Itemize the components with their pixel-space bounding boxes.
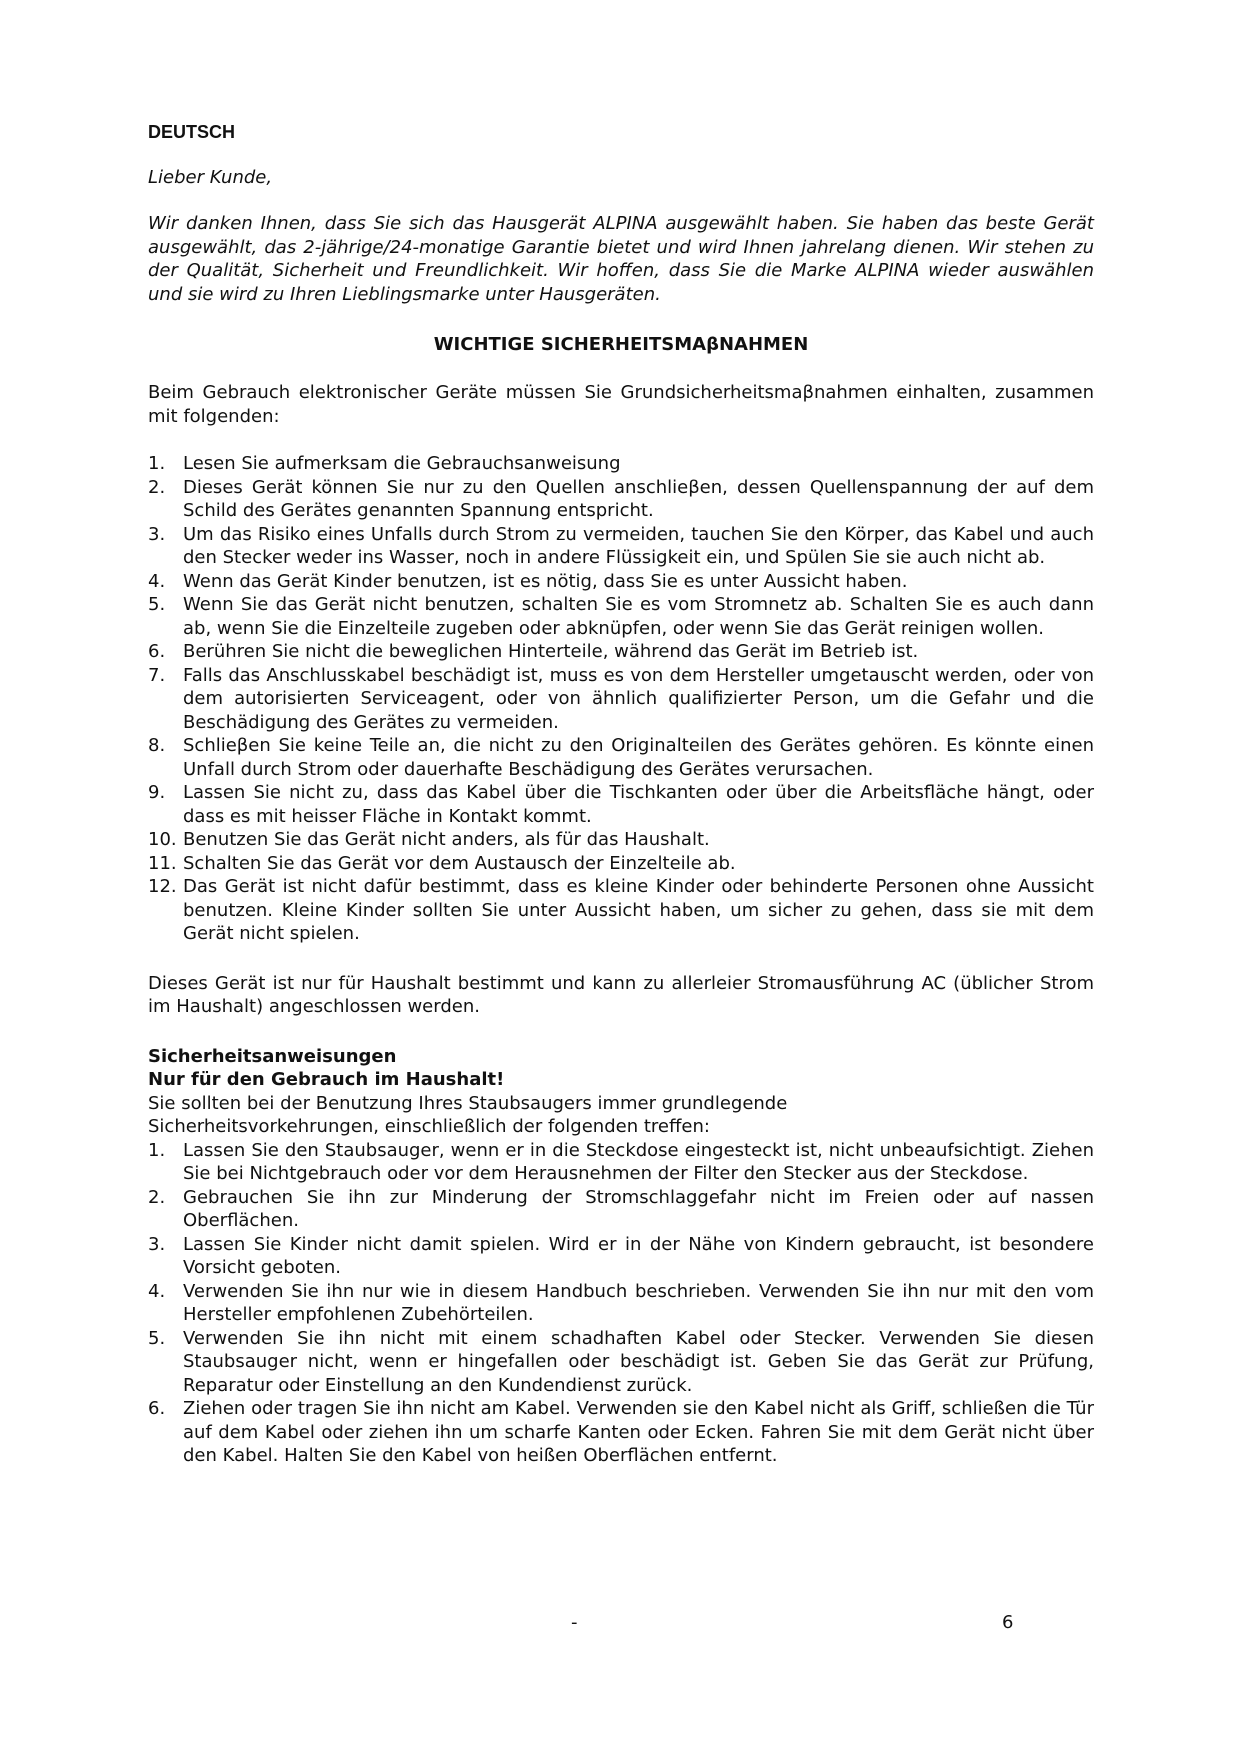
- list-item-number: 12.: [148, 876, 177, 897]
- instruction-list: [148, 1139, 1094, 1468]
- list-item-number: 2.: [148, 1186, 166, 1208]
- list-item-number: 6.: [148, 641, 166, 662]
- list-item-text: Wenn Sie das Gerät nicht benutzen, schalten Sie es vom Stromnetz ab. Schalten Sie es auch dann ab, wenn Sie die Einzelteile zugeben oder abknüpfen, oder wenn Sie das Gerät reinigen wollen.: [183, 594, 1094, 639]
- list-item: [148, 664, 1094, 735]
- list-item-number: 3.: [148, 1233, 166, 1255]
- list-item: [148, 875, 1094, 946]
- page-number: 6: [1002, 1612, 1014, 1633]
- list-item: [148, 593, 1094, 640]
- list-item-number: 4.: [148, 570, 166, 592]
- list-item-text: Verwenden Sie ihn nur wie in diesem Handbuch beschrieben. Verwenden Sie ihn nur mit den vom Hersteller empfohlenen Zubehörteilen.: [183, 1280, 1094, 1325]
- list-item-text: Lassen Sie den Staubsauger, wenn er in die Steckdose eingesteckt ist, nicht unbeaufsichtigt. Ziehen Sie bei Nichtgebrauch oder vor dem Herausnehmen der Filter den Stecker aus der Steckdose.: [183, 1139, 1094, 1184]
- list-item-text: Dieses Gerät können Sie nur zu den Quellen anschlieβen, dessen Quellenspannung der auf dem Schild des Gerätes genannten Spannung entspricht.: [183, 476, 1094, 521]
- safety-intro: Beim Gebrauch elektronischer Geräte müssen Sie Grundsicherheitsmaβnahmen einhalten, zusammen mit folgenden:: [148, 382, 1094, 427]
- list-item-number: 9.: [148, 782, 166, 803]
- list-item-text: Wenn das Gerät Kinder benutzen, ist es nötig, dass Sie es unter Aussicht haben.: [183, 570, 908, 592]
- intro-paragraph: Wir danken Ihnen, dass Sie sich das Hausgerät ALPINA ausgewählt haben. Sie haben das beste Gerät ausgewählt, das 2-jährige/24-monatige Garantie bietet und wird Ihnen jahrelang dienen. Wir stehen zu der Qualität, Sicherheit und Freundlichkeit. Wir hoffen, dass Sie die Marke ALPINA wieder auswählen und sie wird zu Ihren Lieblingsmarke unter Hausgeräten.: [148, 213, 1094, 305]
- instructions-intro: Sie sollten bei der Benutzung Ihres Staubsaugers immer grundlegende Sicherheitsvorkehrungen, einschließlich der folgenden treffen:: [148, 1092, 788, 1137]
- list-item: [148, 523, 1094, 570]
- list-item-text: Um das Risiko eines Unfalls durch Strom zu vermeiden, tauchen Sie den Körper, das Kabel und auch den Stecker weder ins Wasser, noch in andere Flüssigkeit ein, und Spülen Sie sie auch nicht ab.: [183, 523, 1094, 568]
- list-item: [148, 452, 1094, 476]
- list-item-text: Lassen Sie nicht zu, dass das Kabel über die Tischkanten oder über die Arbeitsfläche hängt, oder dass es mit heisser Fläche in Kontakt kommt.: [183, 782, 1094, 827]
- list-item-number: 3.: [148, 523, 166, 545]
- list-item-text: Falls das Anschlusskabel beschädigt ist, muss es von dem Hersteller umgetauscht werden, oder von dem autorisierten Serviceagent, oder von ähnlich qualifizierter Person, um die Gefahr und die Beschädigung des Gerätes zu vermeiden.: [183, 664, 1094, 733]
- list-item-number: 8.: [148, 735, 166, 756]
- list-item: [148, 781, 1094, 828]
- household-only-heading: Nur für den Gebrauch im Haushalt!: [148, 1069, 505, 1090]
- list-item-number: 1.: [148, 453, 166, 474]
- list-item-text: Lassen Sie Kinder nicht damit spielen. Wird er in der Nähe von Kindern gebraucht, ist besondere Vorsicht geboten.: [183, 1233, 1094, 1278]
- safety-heading: WICHTIGE SICHERHEITSMAβNAHMEN: [433, 334, 809, 355]
- list-item-number: 4.: [148, 1280, 166, 1302]
- list-item-text: Gebrauchen Sie ihn zur Minderung der Stromschlaggefahr nicht im Freien oder auf nassen Oberflächen.: [183, 1186, 1094, 1231]
- list-item: [148, 1280, 1094, 1327]
- footer-dash: -: [571, 1612, 578, 1633]
- list-item-number: 10.: [148, 829, 177, 850]
- list-item: [148, 1233, 1094, 1280]
- document-page: [148, 122, 1094, 1468]
- list-item: [148, 1139, 1094, 1186]
- list-item-text: Berühren Sie nicht die beweglichen Hinterteile, während das Gerät im Betrieb ist.: [183, 641, 919, 662]
- greeting: Lieber Kunde,: [148, 167, 273, 188]
- list-item: [148, 570, 1094, 594]
- list-item-text: Verwenden Sie ihn nicht mit einem schadhaften Kabel oder Stecker. Verwenden Sie diesen Staubsauger nicht, wenn er hingefallen oder beschädigt ist. Geben Sie das Gerät zur Prüfung, Reparatur oder Einstellung an den Kundendienst zurück.: [183, 1327, 1094, 1396]
- list-item-number: 7.: [148, 664, 166, 686]
- list-item-number: 1.: [148, 1139, 166, 1161]
- list-item: [148, 1397, 1094, 1468]
- list-item-text: Schalten Sie das Gerät vor dem Austausch der Einzelteile ab.: [183, 852, 736, 874]
- list-item-number: 11.: [148, 852, 177, 874]
- list-item-text: Das Gerät ist nicht dafür bestimmt, dass es kleine Kinder oder behinderte Personen ohne Aussicht benutzen. Kleine Kinder sollten Sie unter Aussicht haben, um sicher zu gehen, dass sie mit dem Gerät nicht spielen.: [183, 876, 1094, 944]
- list-item-number: 5.: [148, 1327, 166, 1349]
- list-item: [148, 852, 1094, 876]
- list-item: [148, 1327, 1094, 1398]
- list-item-text: Schlieβen Sie keine Teile an, die nicht zu den Originalteilen des Gerätes gehören. Es könnte einen Unfall durch Strom oder dauerhafte Beschädigung des Gerätes verursachen.: [183, 735, 1094, 780]
- list-item: [148, 640, 1094, 664]
- list-item-number: 5.: [148, 594, 166, 615]
- list-item: [148, 476, 1094, 523]
- language-label: DEUTSCH: [148, 122, 236, 142]
- list-item: [148, 828, 1094, 852]
- household-note: Dieses Gerät ist nur für Haushalt bestimmt und kann zu allerleier Stromausführung AC (üblicher Strom im Haushalt) angeschlossen werden.: [148, 972, 1094, 1017]
- safety-list: [148, 452, 1094, 946]
- list-item: [148, 734, 1094, 781]
- list-item-number: 2.: [148, 476, 166, 498]
- list-item-text: Benutzen Sie das Gerät nicht anders, als für das Haushalt.: [183, 829, 710, 850]
- list-item-number: 6.: [148, 1398, 166, 1419]
- instructions-heading: Sicherheitsanweisungen: [148, 1045, 397, 1067]
- list-item-text: Ziehen oder tragen Sie ihn nicht am Kabel. Verwenden sie den Kabel nicht als Griff, schließen die Tür auf dem Kabel oder ziehen ihn um scharfe Kanten oder Ecken. Fahren Sie mit dem Gerät nicht über den Kabel. Halten Sie den Kabel von heißen Oberflächen entfernt.: [183, 1398, 1094, 1466]
- list-item: [148, 1186, 1094, 1233]
- list-item-text: Lesen Sie aufmerksam die Gebrauchsanweisung: [183, 453, 621, 474]
